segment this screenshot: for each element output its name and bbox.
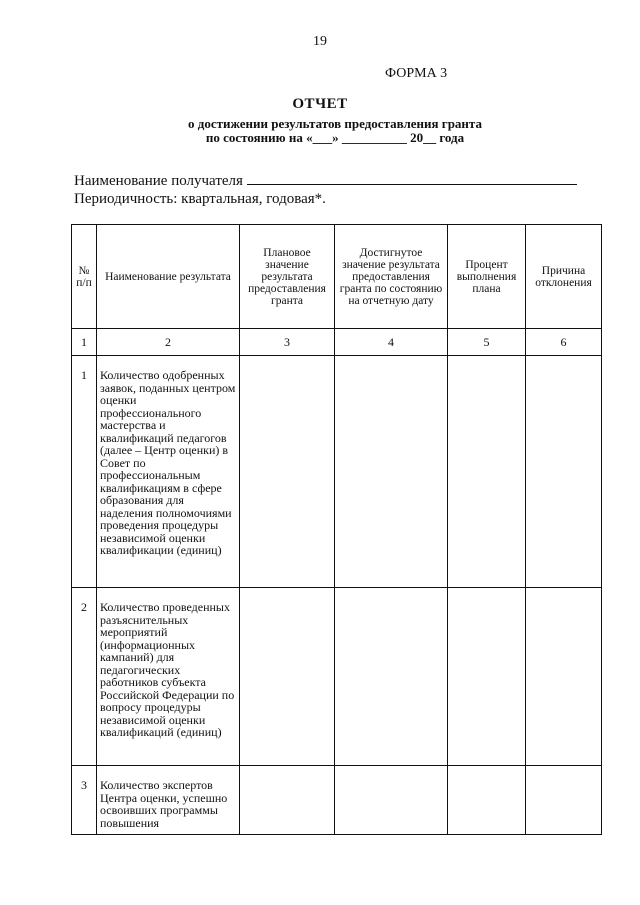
subtitle-line-2: по состоянию на «___» __________ 20__ года xyxy=(205,130,465,145)
table-row xyxy=(72,356,602,588)
result-name: Количество экспертов Центра оценки, успешно освоивших программы повышения xyxy=(97,766,240,835)
header-cell-reason: Причина отклонения xyxy=(526,225,602,329)
recipient-field xyxy=(74,170,577,190)
table-row xyxy=(72,588,602,766)
recipient-blank-line xyxy=(247,170,577,185)
document-title: ОТЧЕТ xyxy=(292,96,348,112)
column-number: 3 xyxy=(240,329,335,356)
actual-value-cell xyxy=(335,356,448,588)
header-cell-actual: Достигнутое значение результата предоставления гранта по состоянию на отчетную дату xyxy=(335,225,448,329)
actual-value-cell xyxy=(335,766,448,835)
column-number: 1 xyxy=(72,329,97,356)
row-index: 1 xyxy=(72,356,97,588)
subtitle-line-1: о достижении результатов предоставления гранта xyxy=(188,116,482,131)
percent-cell xyxy=(448,356,526,588)
plan-value-cell xyxy=(240,766,335,835)
column-number: 5 xyxy=(448,329,526,356)
column-number: 2 xyxy=(97,329,240,356)
actual-value-cell xyxy=(335,588,448,766)
reason-cell xyxy=(526,766,602,835)
result-name: Количество одобренных заявок, поданных центром оценки профессионального мастерства и квалификаций педагогов (далее – Центр оценки) в Совет по профессиональным квалификациям в сфере образования для наделения полномочиями проведения процедуры независимой оценки квалификации (единиц) xyxy=(97,356,240,588)
plan-value-cell xyxy=(240,356,335,588)
table-row xyxy=(72,766,602,835)
header-cell-percent: Процент выполнения плана xyxy=(448,225,526,329)
reason-cell xyxy=(526,588,602,766)
header-cell-plan: Плановое значение результата предоставления гранта xyxy=(240,225,335,329)
header-cell-number: № п/п xyxy=(72,225,97,329)
periodicity-text: Периодичность: квартальная, годовая*. xyxy=(74,191,326,207)
report-table xyxy=(71,224,602,835)
document-subtitle xyxy=(0,117,640,145)
column-number: 6 xyxy=(526,329,602,356)
plan-value-cell xyxy=(240,588,335,766)
page-number: 19 xyxy=(313,34,327,49)
header-cell-name: Наименование результата xyxy=(97,225,240,329)
column-number-row xyxy=(72,329,602,356)
form-label: ФОРМА 3 xyxy=(385,66,448,81)
result-name: Количество проведенных разъяснительных мероприятий (информационных кампаний) для педагогических работников субъекта Российской Федерации по вопросу процедуры независимой оценки квалификаций (единиц) xyxy=(97,588,240,766)
reason-cell xyxy=(526,356,602,588)
recipient-label: Наименование получателя xyxy=(74,173,243,189)
column-number: 4 xyxy=(335,329,448,356)
row-index: 3 xyxy=(72,766,97,835)
percent-cell xyxy=(448,588,526,766)
table-header-row xyxy=(72,225,602,329)
row-index: 2 xyxy=(72,588,97,766)
percent-cell xyxy=(448,766,526,835)
